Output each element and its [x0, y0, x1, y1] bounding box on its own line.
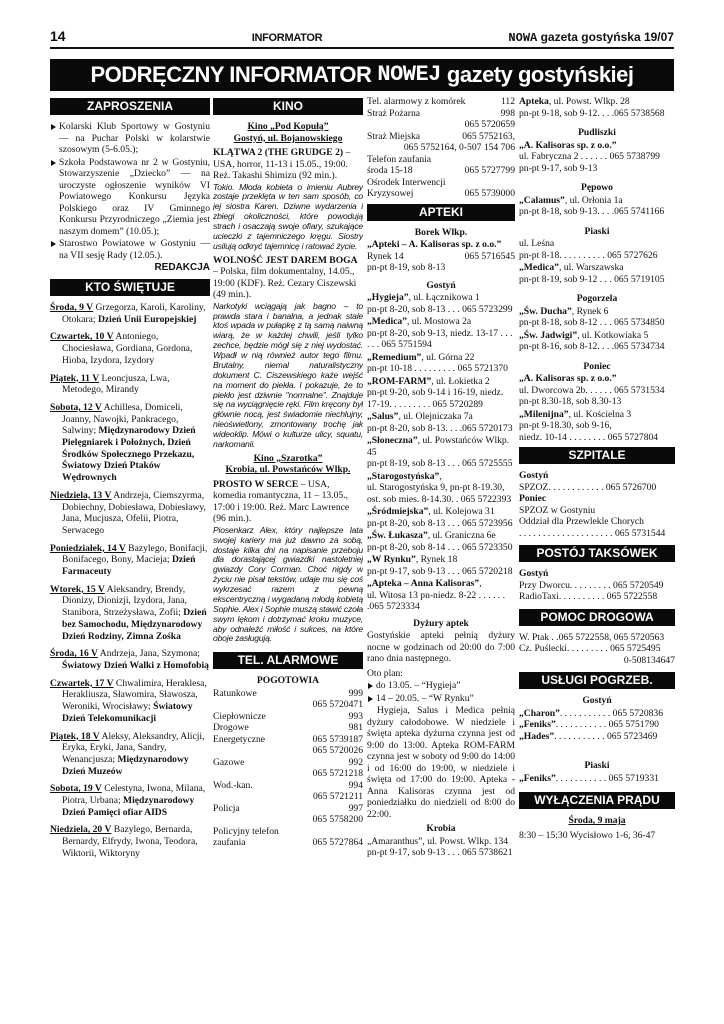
phone-row: [213, 803, 363, 815]
day-label: Czwartek, 10 V: [50, 331, 114, 343]
name-day-entry: [50, 824, 210, 859]
name-day-entry: [50, 331, 210, 366]
pharmacy-hours: pn-pt 10-18 . . . . . . . . . 065 5721370: [367, 363, 508, 374]
pharmacy-name: „Hygieja”: [367, 292, 409, 303]
pharmacy: „Medica”, ul. Warszawska pn-pt 8-19, sob 9-12 . . . 065 5719105: [519, 262, 665, 285]
phone-list: [213, 688, 363, 849]
list-item: 14 – 20.05. – “W Rynku”: [367, 693, 515, 705]
pharmacy-name: „Św. Łukasza”: [367, 530, 428, 541]
phone-number: 065 5727864: [312, 837, 363, 849]
day-label: Środa, 16 V: [50, 648, 98, 660]
day-label: Niedziela, 13 V: [50, 489, 112, 501]
phone-number: 065 5720026: [312, 745, 363, 757]
column-4: [519, 96, 675, 1010]
cinema-address: Gostyń, ul. Bojanowskiego: [233, 132, 343, 144]
movie: KLĄTWA 2 (THE GRUDGE 2) – USA, horror, 11-13 i 15.05., 19:00. Reż. Takashi Shimizu (92 min.).: [213, 147, 351, 181]
pharmacy-name: „Medica”: [367, 316, 407, 327]
day-observance: Międzynarodowy Dzień Muzeów: [62, 753, 189, 777]
phone-number: 981: [348, 722, 363, 734]
subheading: Dyżury aptek: [413, 617, 469, 629]
cinema-name: Kino „Pod Kopułą”: [247, 121, 329, 132]
paragraph: Oto plan:: [367, 667, 403, 679]
phone-number: 065 5752164, 0-507 154 706: [403, 142, 515, 153]
phone-number: 112: [500, 96, 515, 107]
list-item: Szkoła Podstawowa nr 2 w Gostyniu, Stowarzyszenie „Dziecko” — na uroczyste ogłoszenie wyników VI Powiatowego Konkursu Języka Polskiego oraz IV Gminnego Konkursu Przyrodniczego „Ziemia jest naszym domem” (10.05.);: [50, 157, 210, 238]
town-heading: Borek Wlkp.: [414, 226, 468, 238]
town-heading: Krobia: [426, 823, 456, 834]
pharmacy-address: , ul. Łącznikowa 1: [408, 292, 480, 303]
town-heading: Gostyń: [519, 470, 549, 481]
cinema-address: Krobia, ul. Powstańców Wlkp.: [225, 464, 351, 476]
pharmacy: ul. Leśna pn-pt 8-18. . . . . . . . . . 065 5727626: [519, 238, 658, 261]
name-day-entry: [50, 373, 210, 396]
day-names: Antoniego, Chociesława, Gordiana, Gordona, Hioba, Izydora, Izydory: [62, 331, 193, 366]
phone-number: 993: [348, 710, 363, 722]
day-label: Wtorek, 15 V: [50, 583, 105, 595]
day-label: Poniedziałek, 14 V: [50, 542, 126, 554]
pharmacy-hours: pn-pt 9-17, sob 9-13 . . . 065 5720218: [367, 565, 513, 577]
phone-row: [367, 119, 515, 131]
column-3: [367, 96, 515, 1010]
pharmacy-hours: pn-pt 8-20, sob 9-13, niedz. 13-17 . . . . . . 065 5751594: [367, 327, 513, 350]
section-uslugi-pogrzebowe: USŁUGI POGRZEB.: [519, 672, 675, 689]
phone-row: [213, 734, 363, 746]
phone-row: [367, 131, 515, 143]
pharmacy-address: , ul. Graniczna 6e: [427, 530, 496, 541]
phone-number: 994: [348, 779, 363, 791]
pharmacy: „Milenijna”, ul. Kościelna 3 pn-pt 9-18.30, sob 9-16, niedz. 10-14 . . . . . . . . 065 5727804: [519, 408, 659, 443]
phone-number: 992: [348, 756, 363, 768]
day-names: Achillesa, Domiceli, Joanny, Nawojki, Pankracego, Salwiny;: [62, 401, 183, 437]
phone-row: [367, 108, 515, 120]
phone-number: 065 5752163,: [462, 130, 515, 142]
paragraph: „Amaranthus”, ul. Powst. Wlkp. 134 pn-pt 9-17, sob 9-13 . . . 065 5738621: [367, 835, 513, 858]
phone-number: 065 5720471: [312, 699, 363, 711]
pharmacy-hours: pn-pt 8-19, sob 8-13 . . . 065 5725555: [367, 458, 513, 469]
pharmacy: [367, 411, 515, 434]
pharmacy-list: [367, 292, 515, 613]
movie: PROSTO W SERCE – USA, komedia romantyczna, 11 – 13.05., 17:00 i 19:00. Reż. Marc Lawrence (96 min.).: [213, 478, 350, 525]
phone-label: Ratunkowe: [213, 687, 257, 699]
day-observance: Dzień bez Samochodu, Międzynarodowy Dzień Rodziny, Zimna Zośka: [62, 607, 207, 642]
phone-label: Tel. alarmowy z komórek: [367, 96, 466, 107]
day-label: Sobota, 12 V: [50, 401, 102, 413]
section-pomoc-drogowa: POMOC DROGOWA: [519, 609, 675, 626]
pharmacy: „Calamus”, ul. Orłonia 1a pn-pt 8-18, sob 9-13. . . .065 5741166: [519, 194, 665, 217]
phone-label: Energetyczne: [213, 733, 266, 745]
pharmacy-name: „Remedium”: [367, 351, 422, 363]
phone-number: 065 5727799: [464, 165, 515, 176]
town-heading: Pudliszki: [578, 127, 616, 138]
phone-row: [213, 768, 363, 780]
phone-number: 999: [348, 687, 363, 699]
phone-number: 998: [500, 107, 515, 119]
pharmacy-address: , ul. Powstańców Wlkp. 45: [367, 435, 510, 458]
pharmacy: [367, 530, 515, 553]
pharmacy-address: , ul. Olejniczaka 7a: [398, 411, 473, 422]
list-item: SPZOZ. . . . . . . . . . . . 065 5726700: [519, 481, 657, 493]
pharmacy: „A. Kalisoras sp. z o.o.” ul. Fabryczna 2 . . . . . . 065 5738799 pn-pt 9-17, sob 9-13: [519, 139, 660, 174]
phone-row: [213, 814, 363, 826]
phone-row: [367, 165, 515, 177]
section-tel-alarmowe: TEL. ALARMOWE: [213, 652, 363, 669]
pharmacy-hours: pn-pt 8-20, sob 8-13 . . . 065 5723956: [367, 517, 513, 529]
phone-row: [213, 688, 363, 700]
town-heading: Poniec: [583, 360, 611, 372]
town-heading: Piaski: [584, 225, 610, 237]
day-names: Bazylego, Bernarda, Bernardy, Elfrydy, Iwona, Teodora, Wiktorii, Wiktoryny: [62, 824, 198, 859]
list-item: Przy Dworcu. . . . . . . . . 065 5720549: [519, 579, 664, 591]
subheading: POGOTOWIA: [256, 675, 320, 687]
phone-label: Wod.-kan.: [213, 779, 253, 791]
name-day-entry: [50, 302, 210, 325]
list-item: Oddział dla Przewlekle Chorych: [519, 516, 644, 527]
pharmacy: [367, 435, 515, 470]
town-heading: Gostyń: [582, 695, 612, 706]
day-observance: Międzynarodowy Dzień Pamięci ofiar AIDS: [62, 795, 195, 818]
phone-row: [213, 780, 363, 792]
phone-number: 065 5739000: [464, 188, 515, 199]
day-label: Niedziela, 20 V: [50, 824, 112, 836]
name-day-entry: [50, 648, 210, 671]
day-observance: Światowy Dzień Walki z Homofobią: [62, 659, 209, 671]
phone-label: Ośrodek Interwencji: [367, 176, 446, 188]
day-label: Piątek, 11 V: [50, 372, 100, 384]
list-item: do 13.05. – “Hygieja”: [367, 680, 515, 692]
pharmacy: [367, 316, 515, 351]
phone-label: Gazowe: [213, 756, 245, 768]
list-item: Starostwo Powiatowe w Gostyniu — na VII sesję Rady (12.05.).: [50, 238, 210, 261]
town-heading: Pogorzela: [576, 293, 618, 304]
pharmacy: [367, 376, 515, 411]
pharmacy: [367, 352, 515, 375]
phone-label: Straż Pożarna: [367, 107, 421, 119]
name-day-entry: [50, 584, 210, 643]
section-postoj-taksowek: POSTÓJ TAKSÓWEK: [519, 545, 675, 562]
pharmacy-name: „Śródmiejska”: [367, 506, 429, 517]
phone-label: Kryzysowej: [367, 188, 414, 199]
phone-label: Policja: [213, 802, 240, 814]
pharmacy-address: ,: [439, 470, 442, 482]
phone-number: 065 5758200: [312, 814, 363, 826]
day-observance: Międzynarodowy Dzień Pielęgniarek i Położnych, Dzień Środków Społecznego Przekazu, Światowy Dzień Ptaków Wędrownych: [62, 425, 196, 484]
town-heading: Pępowo: [581, 182, 613, 193]
pharmacy: [367, 506, 515, 529]
page-header: [50, 28, 674, 49]
name-day-entry: [50, 543, 210, 578]
day-names: Andrzeja, Jana, Szymona;: [97, 648, 200, 660]
movie-description: Tokio. Młoda kobieta o imieniu Aubrey zostaje przeklęta w ten sam sposób, co jej siostra Karen. Dziwne wydarzenia i zbiegi okoliczności, które powodują strach i osaczają swoje ofiary, szukające ucieczki z tajemniczego kręgu. Siostry usilują odkryć tajemnicę i ratować życie.: [213, 181, 363, 251]
day-names: Leoncjusza, Lwa, Metodego, Mirandy: [62, 372, 170, 396]
list-item: RadioTaxi. . . . . . . . . . 065 5722558: [519, 591, 658, 602]
day-names: Andrzeja, Ciemszyrma, Dobiechny, Dobiesława, Dobiesławy, Jana, Mucjusza, Ofelii, Piotra, Serwacego: [62, 489, 206, 536]
pharmacy-name: „Apteka – Anna Kalisoras”: [367, 578, 480, 589]
paragraph: Hygieja, Salus i Medica pełnią dyżury całodobowe. W niedziele i święta apteka dyżurna czynna jest od 9:00 do 13:00. Apteka ROM-FARM czynna jest w soboty od 9:00 do 14:00 i od 16:00 do 19:00, w niedziele i święta od 17:00 do 19:00. Apteka - Anna Kalisoras czynna jest od poniedziałku do niedzieli od 8:00 do 22:00.: [367, 705, 515, 820]
list-item: W. Ptak . .065 5722558, 065 5720563: [519, 631, 665, 643]
pharmacy-address: ,: [479, 578, 482, 589]
pharmacy: [367, 554, 515, 577]
phone-row: [213, 837, 363, 849]
phone-list: [367, 96, 515, 200]
pharmacy: „Apteki – A. Kalisoras sp. z o.o.” Rynek 14 065 5716545 pn-pt 8-19, sob 8-13: [367, 239, 515, 273]
pharmacy-name: „Słoneczna”: [367, 435, 418, 446]
pharmacy-address: , ul. Łokietka 2: [431, 375, 490, 387]
pharmacy-hours: pn-pt 8-20, sob 8-14 . . . 065 5723350: [367, 541, 513, 553]
phone-number: 997: [348, 802, 363, 814]
phone-number: 065 5739187: [312, 733, 363, 745]
signature: REDAKCJA: [154, 262, 210, 273]
phone-row: [367, 154, 515, 166]
day-names: Grzegorza, Karoli, Karoliny, Otokara;: [62, 302, 206, 325]
section-wylaczenia-pradu: WYŁĄCZENIA PRĄDU: [519, 792, 675, 809]
day-names: Celestyna, Iwona, Milana, Piotra, Urbana;: [62, 783, 206, 807]
paragraph: Gostyńskie apteki pełnią dyżury nocne w godzinach od 20:00 do 7:00 rano dnia następnego.: [367, 630, 515, 664]
day-observance: Światowy Dzień Telekomunikacji: [62, 701, 193, 724]
phone-row: [213, 757, 363, 769]
pharmacy-name: „Starogostyńska”: [367, 470, 440, 482]
section-kto-swietuje: KTO ŚWIĘTUJE: [50, 279, 210, 296]
pharmacy-address: , ul. Górna 22: [421, 351, 475, 363]
pharmacy: „Św. Ducha”, Rynek 6 pn-pt 8-18, sob 8-12 . . . 065 5734850: [519, 305, 665, 328]
list-item: 0-508134647: [623, 654, 675, 666]
pharmacy-hours: pn-pt 8-20, sob 8-13 . . . 065 5723299: [367, 303, 513, 315]
pharmacy-name: „ROM-FARM”: [367, 375, 432, 387]
phone-row: [213, 791, 363, 803]
movie-description: Narkotyki wciągają jak bagno – to prawda stara i banalna, a jednak stale ktoś wpada w pułapkę z tą samą naiwną wiarą, że w każdej chwili, jeśli tylko zechce, będzie mógł się z niej wydostać. Wpadł w nią również autor tego filmu. Brutalny, niemal naturalistyczny dokument C. Ciszewskiego każe wejść na moment do piekła. I pokazuje, że to piekło jest dziwnie "normalne". Znajduje się na wyciągnięcie ręki. Film kręcony był głównie nocą, jest świadomie niechlujny, nieoświetlony, zmontowany trochę jak wideoklip. Mówi o kulturze ulicy, squatu, narkomanii.: [213, 300, 363, 449]
pharmacy-hours: pn-pt 8-20, sob 8-13. . . .065 5720173: [367, 422, 513, 434]
pharmacy: [367, 578, 515, 613]
phone-row: [367, 142, 515, 154]
phone-number: 065 5720659: [464, 119, 515, 130]
phone-number: 065 5721218: [312, 768, 363, 780]
name-day-entry: [50, 783, 210, 818]
section-szpitale: SZPITALE: [519, 447, 675, 464]
pharmacy-name: „W Rynku”: [367, 554, 416, 565]
town-heading: Piaski: [584, 760, 610, 771]
list-item: Cz. Puślecki. . . . . . . . . 065 5725495: [519, 643, 661, 654]
day-label: Środa, 9 V: [50, 302, 94, 313]
section-label: INFORMATOR: [251, 31, 323, 44]
section-zaproszenia: ZAPROSZENIA: [50, 98, 210, 115]
day-names: Chwalimira, Heraklesa, Herakliusza, Sławomira, Sławosza, Weroniki, Wrocisławy;: [62, 677, 207, 713]
phone-label: zaufania: [213, 837, 246, 849]
page-number: 14: [50, 28, 66, 45]
phone-row: [213, 711, 363, 723]
name-day-entry: [50, 490, 210, 537]
day-names: Bazylego, Bonifacji, Bonifacego, Bony, Macieja;: [62, 542, 208, 566]
day-observance: Dzień Farmaceuty: [62, 554, 196, 578]
phone-label: środa 15-18: [367, 165, 413, 176]
pharmacy: Apteka, ul. Powst. Wlkp. 28 pn-pt 9-18, sob 9-12. . . .065 5738568: [519, 96, 665, 119]
column-1: [50, 96, 210, 1010]
pharmacy: [367, 292, 515, 315]
movie-description: Piosenkarz Alex, który najlepsze lata swojej kariery ma już dawno za sobą, dostaje kilka dni na napisanie przeboju dla dorastającej gwiazdki nastoletniej gwiazdy Cory Corman. Choć nigdy w życiu nie pisał tekstów, udaje mu się coś wykrzesać razem z pewną ekscentryczną i wygadaną młodą kobietą Sophie. Alex i Sophie muszą stawić czoła swym lękom i dotrzymać kroku muzyce, aby odnaleźć miłość i sukces, na które oboje zasługują.: [213, 524, 363, 644]
section-apteki: APTEKI: [367, 204, 515, 221]
list-item: „Feniks”. . . . . . . . . . . 065 5719331: [519, 772, 659, 784]
phone-row: [367, 177, 515, 189]
day-label: Sobota, 19 V: [50, 783, 102, 795]
phone-label: Telefon zaufania: [367, 153, 432, 165]
list-item: „Charon”. . . . . . . . . . . 065 5720836: [519, 707, 664, 719]
phone-label: Policyjny telefon: [213, 825, 279, 837]
section-kino: KINO: [213, 98, 363, 115]
phone-number: 065 5721211: [312, 791, 363, 803]
day-label: Piątek, 18 V: [50, 730, 100, 742]
name-day-entry: [50, 402, 210, 484]
phone-row: [213, 722, 363, 734]
phone-row: [213, 826, 363, 838]
day-label: Czwartek, 17 V: [50, 677, 114, 689]
phone-row: [367, 188, 515, 200]
column-2: [213, 96, 363, 1010]
pharmacy-address: , ul. Kolejowa 31: [428, 506, 495, 517]
town-heading: Poniec: [519, 493, 547, 504]
phone-row: [367, 96, 515, 108]
pharmacy-address: , ul. Mostowa 2a: [406, 316, 472, 327]
publication-name: NOWA gazeta gostyńska 19/07: [508, 29, 674, 45]
phone-row: [213, 699, 363, 711]
list-item: 8:30 – 15:30 Wycisłowo 1-6, 36-47: [519, 829, 656, 841]
pharmacy-name: „Salus”: [367, 411, 399, 422]
name-day-entry: [50, 678, 210, 725]
pharmacy-hours: pn-pt 9-20, sob 9-14 i 16-19, niedz. 17-19. . . . . . . . . 065 5720289: [367, 387, 504, 410]
day-observance: Dzień Unii Europejskiej: [97, 313, 197, 325]
list-item: . . . . . . . . . . . . . . . . . . . . 065 5731544: [519, 527, 666, 539]
movie: WOLNOŚĆ JEST DAREM BOGA – Polska, film dokumentalny, 14.05., 19:00 (KDF). Reż. Cezary Ciszewski (49 min.).: [213, 254, 358, 301]
town-heading: Gostyń: [426, 279, 456, 291]
phone-label: Drogowe: [213, 722, 249, 734]
name-day-entry: [50, 731, 210, 778]
pharmacy: „A. Kalisoras sp. z o.o.” ul. Dworcowa 2b. . . . . . 065 5731534 pn-pt 8.30-18, sob 8.30-13: [519, 373, 665, 407]
phone-label: Ciepłownicze: [213, 710, 266, 722]
pharmacy: „Św. Jadwigi”, ul. Kotkowiaka 5 pn-pt 8-16, sob 8-12. . . .065 5734734: [519, 329, 665, 352]
page-banner: PODRĘCZNY INFORMATOR NOWEJ gazety gostyńskiej: [50, 59, 674, 91]
name-days: [50, 302, 210, 860]
date-heading: Środa, 9 maja: [568, 815, 626, 826]
day-names: Aleksy, Aleksandry, Alicji, Eryka, Eryki, Jana, Sandry, Wenancjusza;: [62, 730, 205, 765]
cinema-name: Kino „Szarotka”: [253, 452, 323, 464]
phone-label: Straż Miejska: [367, 130, 421, 142]
pharmacy-address: , Rynek 18: [415, 554, 458, 565]
list-item: SPZOZ w Gostyniu: [519, 504, 596, 516]
pharmacy: [367, 471, 515, 506]
day-names: Aleksandry, Brendy, Dionizy, Dionizji, Izydora, Jana, Stanibora, Strzeżysława, Zofii;: [62, 583, 187, 619]
pharmacy-hours: ul. Starogostyńska 9, pn-pt 8-19.30, ost. sob mies. 8-14.30. . 065 5722393: [367, 482, 512, 505]
list-item: „Feniks”. . . . . . . . . . . 065 5751790: [519, 719, 659, 730]
list-item: „Hades”. . . . . . . . . . . 065 5723469: [519, 730, 658, 742]
list-item: Kolarski Klub Sportowy w Gostyniu — na Puchar Polski w kolarstwie szosowym (5-6.05.);: [50, 121, 210, 156]
pharmacy-hours: ul. Witosa 13 pn-niedz. 8-22 . . . . . . .065 5723334: [367, 589, 505, 612]
town-heading: Gostyń: [519, 568, 549, 579]
phone-row: [213, 745, 363, 757]
